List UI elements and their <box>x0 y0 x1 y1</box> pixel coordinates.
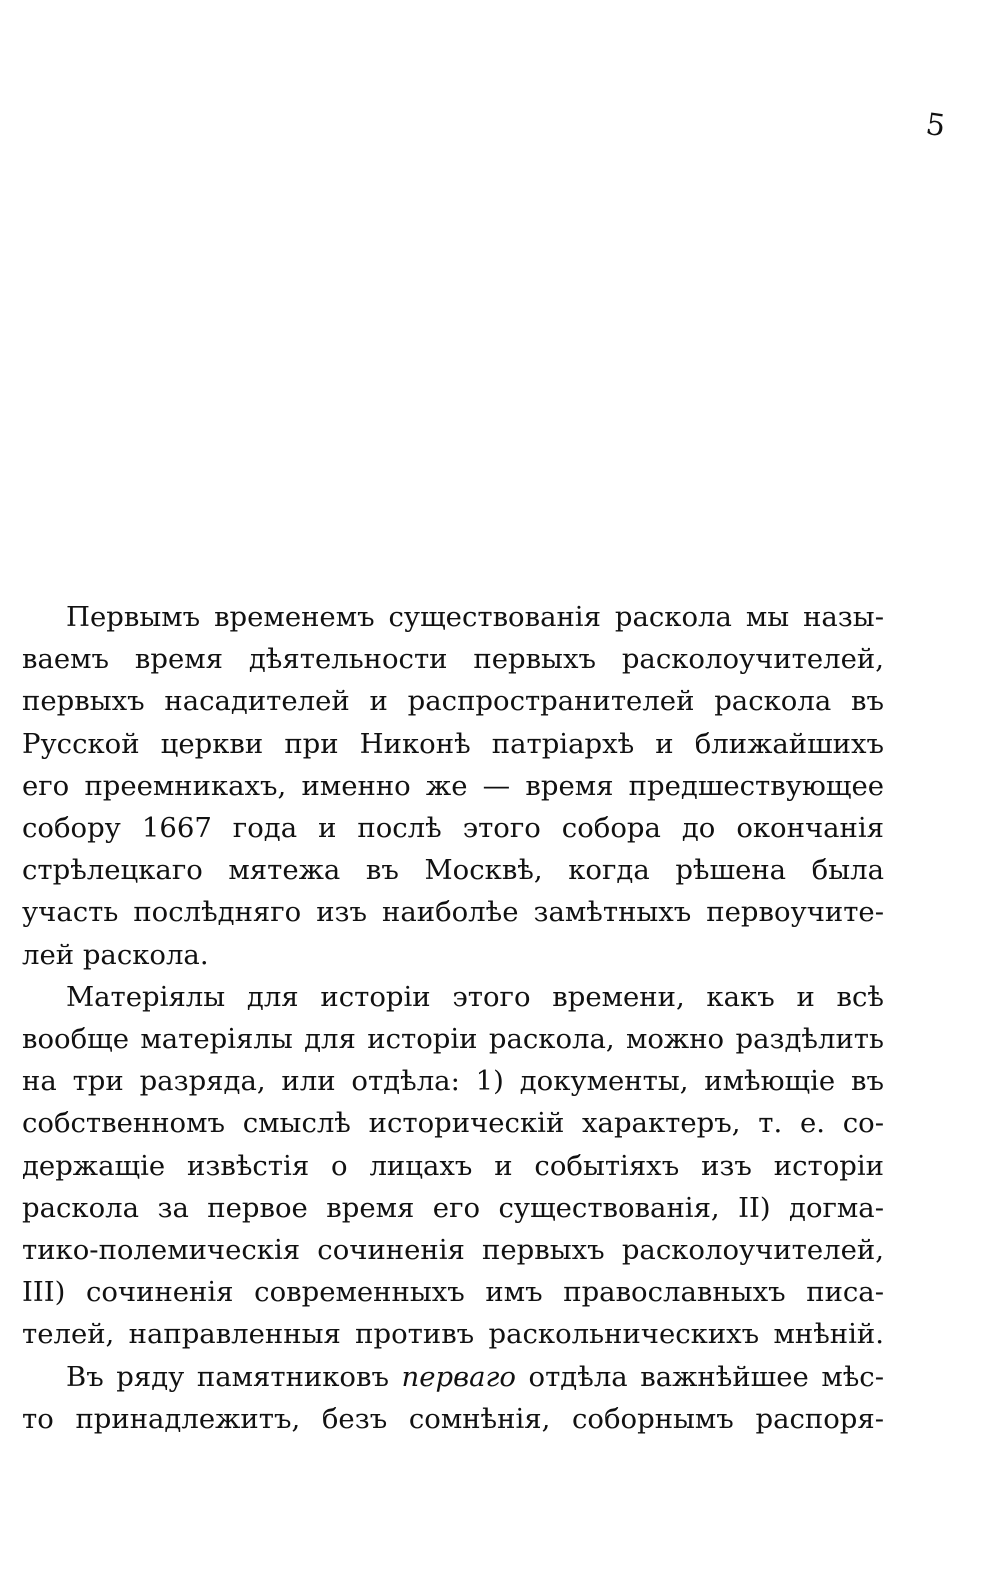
text-line: раскола за первое время его существованія, II) догма- <box>22 1191 884 1224</box>
text-line: держащіе извѣстія о лицахъ и событіяхъ изъ исторіи <box>22 1149 884 1182</box>
text-line: Русской церкви при Никонѣ патріархѣ и ближайшихъ <box>22 727 884 760</box>
text-line: на три разряда, или отдѣла: 1) документы, имѣющіе въ <box>22 1065 884 1098</box>
text-line: первыхъ насадителей и распространителей раскола въ <box>22 685 884 718</box>
page-corner-mark: 5 <box>923 106 948 145</box>
text-line: лей раскола. <box>22 938 209 971</box>
text-line: то принадлежитъ, безъ сомнѣнія, соборнымъ распоря- <box>22 1402 884 1435</box>
body-text <box>22 596 884 1440</box>
text-line: его преемникахъ, именно же — время предшествующее <box>22 769 884 802</box>
text-run: отдѣла важнѣйшее мѣс- <box>515 1360 884 1393</box>
text-line: стрѣлецкаго мятежа въ Москвѣ, когда рѣшена была <box>22 854 884 887</box>
text-line <box>22 1356 884 1398</box>
text-line: телей, направленныя противъ раскольническихъ мнѣній. <box>22 1318 884 1351</box>
text-line: собственномъ смыслѣ историческій характеръ, т. е. со- <box>22 1107 884 1140</box>
text-line: ваемъ время дѣятельности первыхъ расколоучителей, <box>22 643 884 676</box>
paragraph-3 <box>22 1356 884 1440</box>
text-line: вообще матеріялы для исторіи раскола, можно раздѣлить <box>22 1023 884 1056</box>
text-line: участь послѣдняго изъ наиболѣе замѣтныхъ первоучите- <box>22 896 884 929</box>
text-line: Первымъ временемъ существованія раскола мы назы- <box>66 601 884 633</box>
paragraph-1 <box>22 596 884 976</box>
text-run: Въ ряду памятниковъ <box>66 1360 402 1393</box>
text-line: Матеріялы для исторіи этого времени, какъ и всѣ <box>66 980 884 1013</box>
text-line: III) сочиненія современныхъ имъ православныхъ писа- <box>22 1276 884 1309</box>
text-line: собору 1667 года и послѣ этого собора до окончанія <box>22 812 884 845</box>
text-line: тико-полемическія сочиненія первыхъ расколоучителей, <box>22 1234 884 1267</box>
paragraph-2 <box>22 976 884 1356</box>
italic-word: перваго <box>401 1360 516 1393</box>
